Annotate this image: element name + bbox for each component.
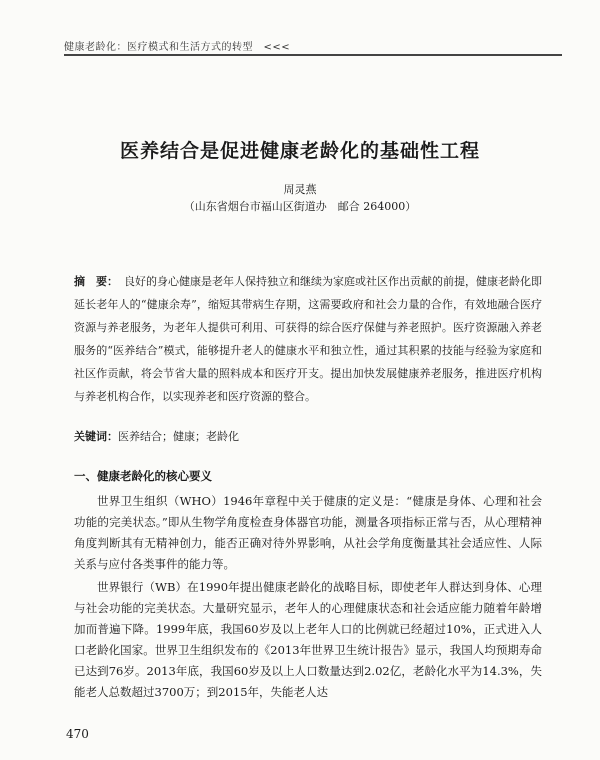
keywords — [74, 428, 542, 444]
abstract — [74, 270, 542, 408]
affiliation: （山东省烟台市福山区街道办 邮合 264000） — [183, 200, 417, 213]
section-heading: 一、健康老龄化的核心要义 — [74, 469, 212, 483]
body-paragraph: 世界银行（WB）在1990年提出健康老龄化的战略目标，即使老年人群达到身体、心理与社会功能的完美状态。大量研究显示，老年人的心理健康状态和社会适应能力随着年龄增加而普遍下降。1999年底，我国60岁及以上老年人口的比例就已经超过10%，正式进入人口老龄化国家。世界卫生组织发布的《2013年世界卫生统计报告》显示，我国人均预期寿命已达到76岁。2013年底，我国60岁及以上人口数量达到2.02亿，老龄化水平为14.3%，失能老人总数超过3700万；到2015年，失能老人达 — [74, 580, 542, 699]
article-title: 医养结合是促进健康老龄化的基础性工程 — [119, 140, 480, 162]
page-number: 470 — [66, 727, 89, 741]
author: 周灵燕 — [283, 183, 317, 196]
keywords-label: 关键词： — [74, 430, 118, 443]
abstract-text: 良好的身心健康是老年人保持独立和继续为家庭或社区作出贡献的前提，健康老龄化即延长老年人的“健康余寿”，缩短其带病生存期，这需要政府和社会力量的合作，有效地融合医疗资源与养老服务，为老年人提供可利用、可获得的综合医疗保健与养老照护。医疗资源融入养老服务的“医养结合”模式，能够提升老人的健康水平和独立性，通过其积累的技能与经验为家庭和社区作贡献，将会节省大量的照料成本和医疗开支。提出加快发展健康养老服务，推进医疗机构与养老机构合作，以实现养老和医疗资源的整合。 — [74, 275, 542, 403]
abstract-label: 摘 要： — [74, 275, 118, 288]
keywords-text: 医养结合；健康；老龄化 — [118, 430, 239, 443]
running-header: 健康老龄化：医疗模式和生活方式的转型 <<< — [64, 42, 291, 53]
body-paragraph: 世界卫生组织（WHO）1946年章程中关于健康的定义是：“健康是身体、心理和社会功能的完美状态。”即从生物学角度检查身体器官功能，测量各项指标正常与否，从心理精神角度判断其有无精神创力，能否正确对待外界影响，从社会学角度衡量其社会适应性、人际关系与应付各类事件的能力等。 — [74, 494, 542, 571]
header-rule — [64, 54, 562, 56]
